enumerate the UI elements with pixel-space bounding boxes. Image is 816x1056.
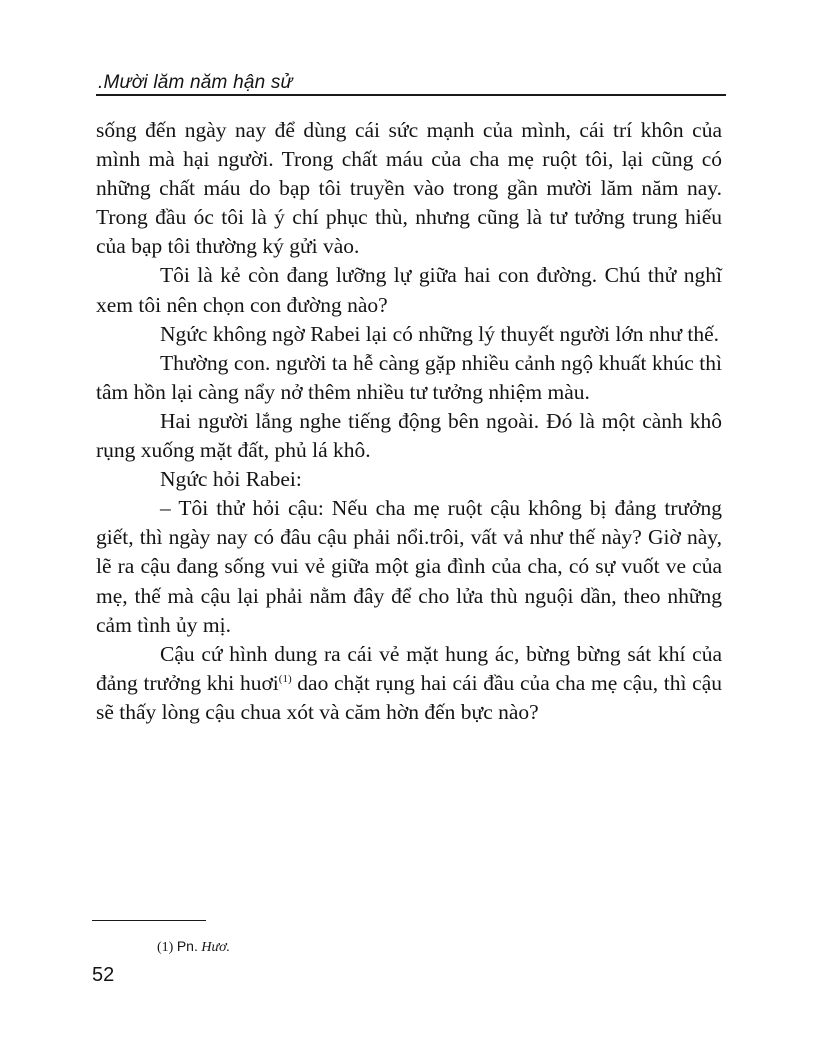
paragraph-8 <box>96 640 722 727</box>
footnote <box>157 938 230 956</box>
paragraph-1: sống đến ngày nay để dùng cái sức mạnh của mình, cái trí khôn của mình mà hại người. Trong chất máu của cha mẹ ruột tôi, lại cũng có những chất máu do bạp tôi truyền vào trong gần mười lăm năm nay. Trong đầu óc tôi là ý chí phục thù, nhưng cũng là tư tưởng trung hiếu của bạp tôi thường ký gửi vào. <box>96 118 722 259</box>
paragraph-3: Ngức không ngờ Rabei lại có những lý thuyết người lớn như thế. <box>160 321 720 346</box>
body-text <box>96 116 722 727</box>
paragraph-6: Ngức hỏi Rabei: <box>160 467 302 492</box>
paragraph-8-text-after: dao chặt rụng hai cái đầu của cha mẹ cậu, thì cậu sẽ thấy lòng cậu chua xót và căm hờn đến bực nào? <box>96 670 723 724</box>
paragraph-7: – Tôi thử hỏi cậu: Nếu cha mẹ ruột cậu không bị đảng trưởng giết, thì ngày nay có đâu cậu phải nổi.trôi, vất vả như thế này? Giờ này, lẽ ra cậu đang sống vui vẻ giữa một gia đình của cha, có sự vuốt ve của mẹ, thế mà cậu lại phải nằm đây để cho lửa thù nguội dần, theo những cảm tình ủy mị. <box>96 496 722 637</box>
footnote-marker[interactable]: (1) <box>278 672 292 685</box>
page-number: 52 <box>92 964 115 986</box>
footnote-text: Pn. <box>176 938 198 954</box>
footnote-ref: (1) <box>157 940 174 955</box>
paragraph-5: Hai người lắng nghe tiếng động bên ngoài. Đó là một cành khô rụng xuống mặt đất, phủ lá khô. <box>96 408 722 463</box>
paragraph-2: Tôi là kẻ còn đang lưỡng lự giữa hai con đường. Chú thử nghĩ xem tôi nên chọn con đường nào? <box>96 263 722 317</box>
footnote-term: Hươ. <box>201 940 231 955</box>
footnote-divider <box>92 920 206 921</box>
paragraph-4: Thường con. người ta hễ càng gặp nhiều cảnh ngộ khuất khúc thì tâm hồn lại càng nẩy nở thêm nhiều tư tưởng nhiệm màu. <box>96 350 722 404</box>
running-header <box>96 66 726 96</box>
running-header-title: .Mười lăm năm hận sử <box>98 72 293 93</box>
paragraph-8-text-before: Cậu cứ hình dung ra cái vẻ mặt hung ác, bừng bừng sát khí của đảng trưởng khi huơi <box>96 641 722 695</box>
